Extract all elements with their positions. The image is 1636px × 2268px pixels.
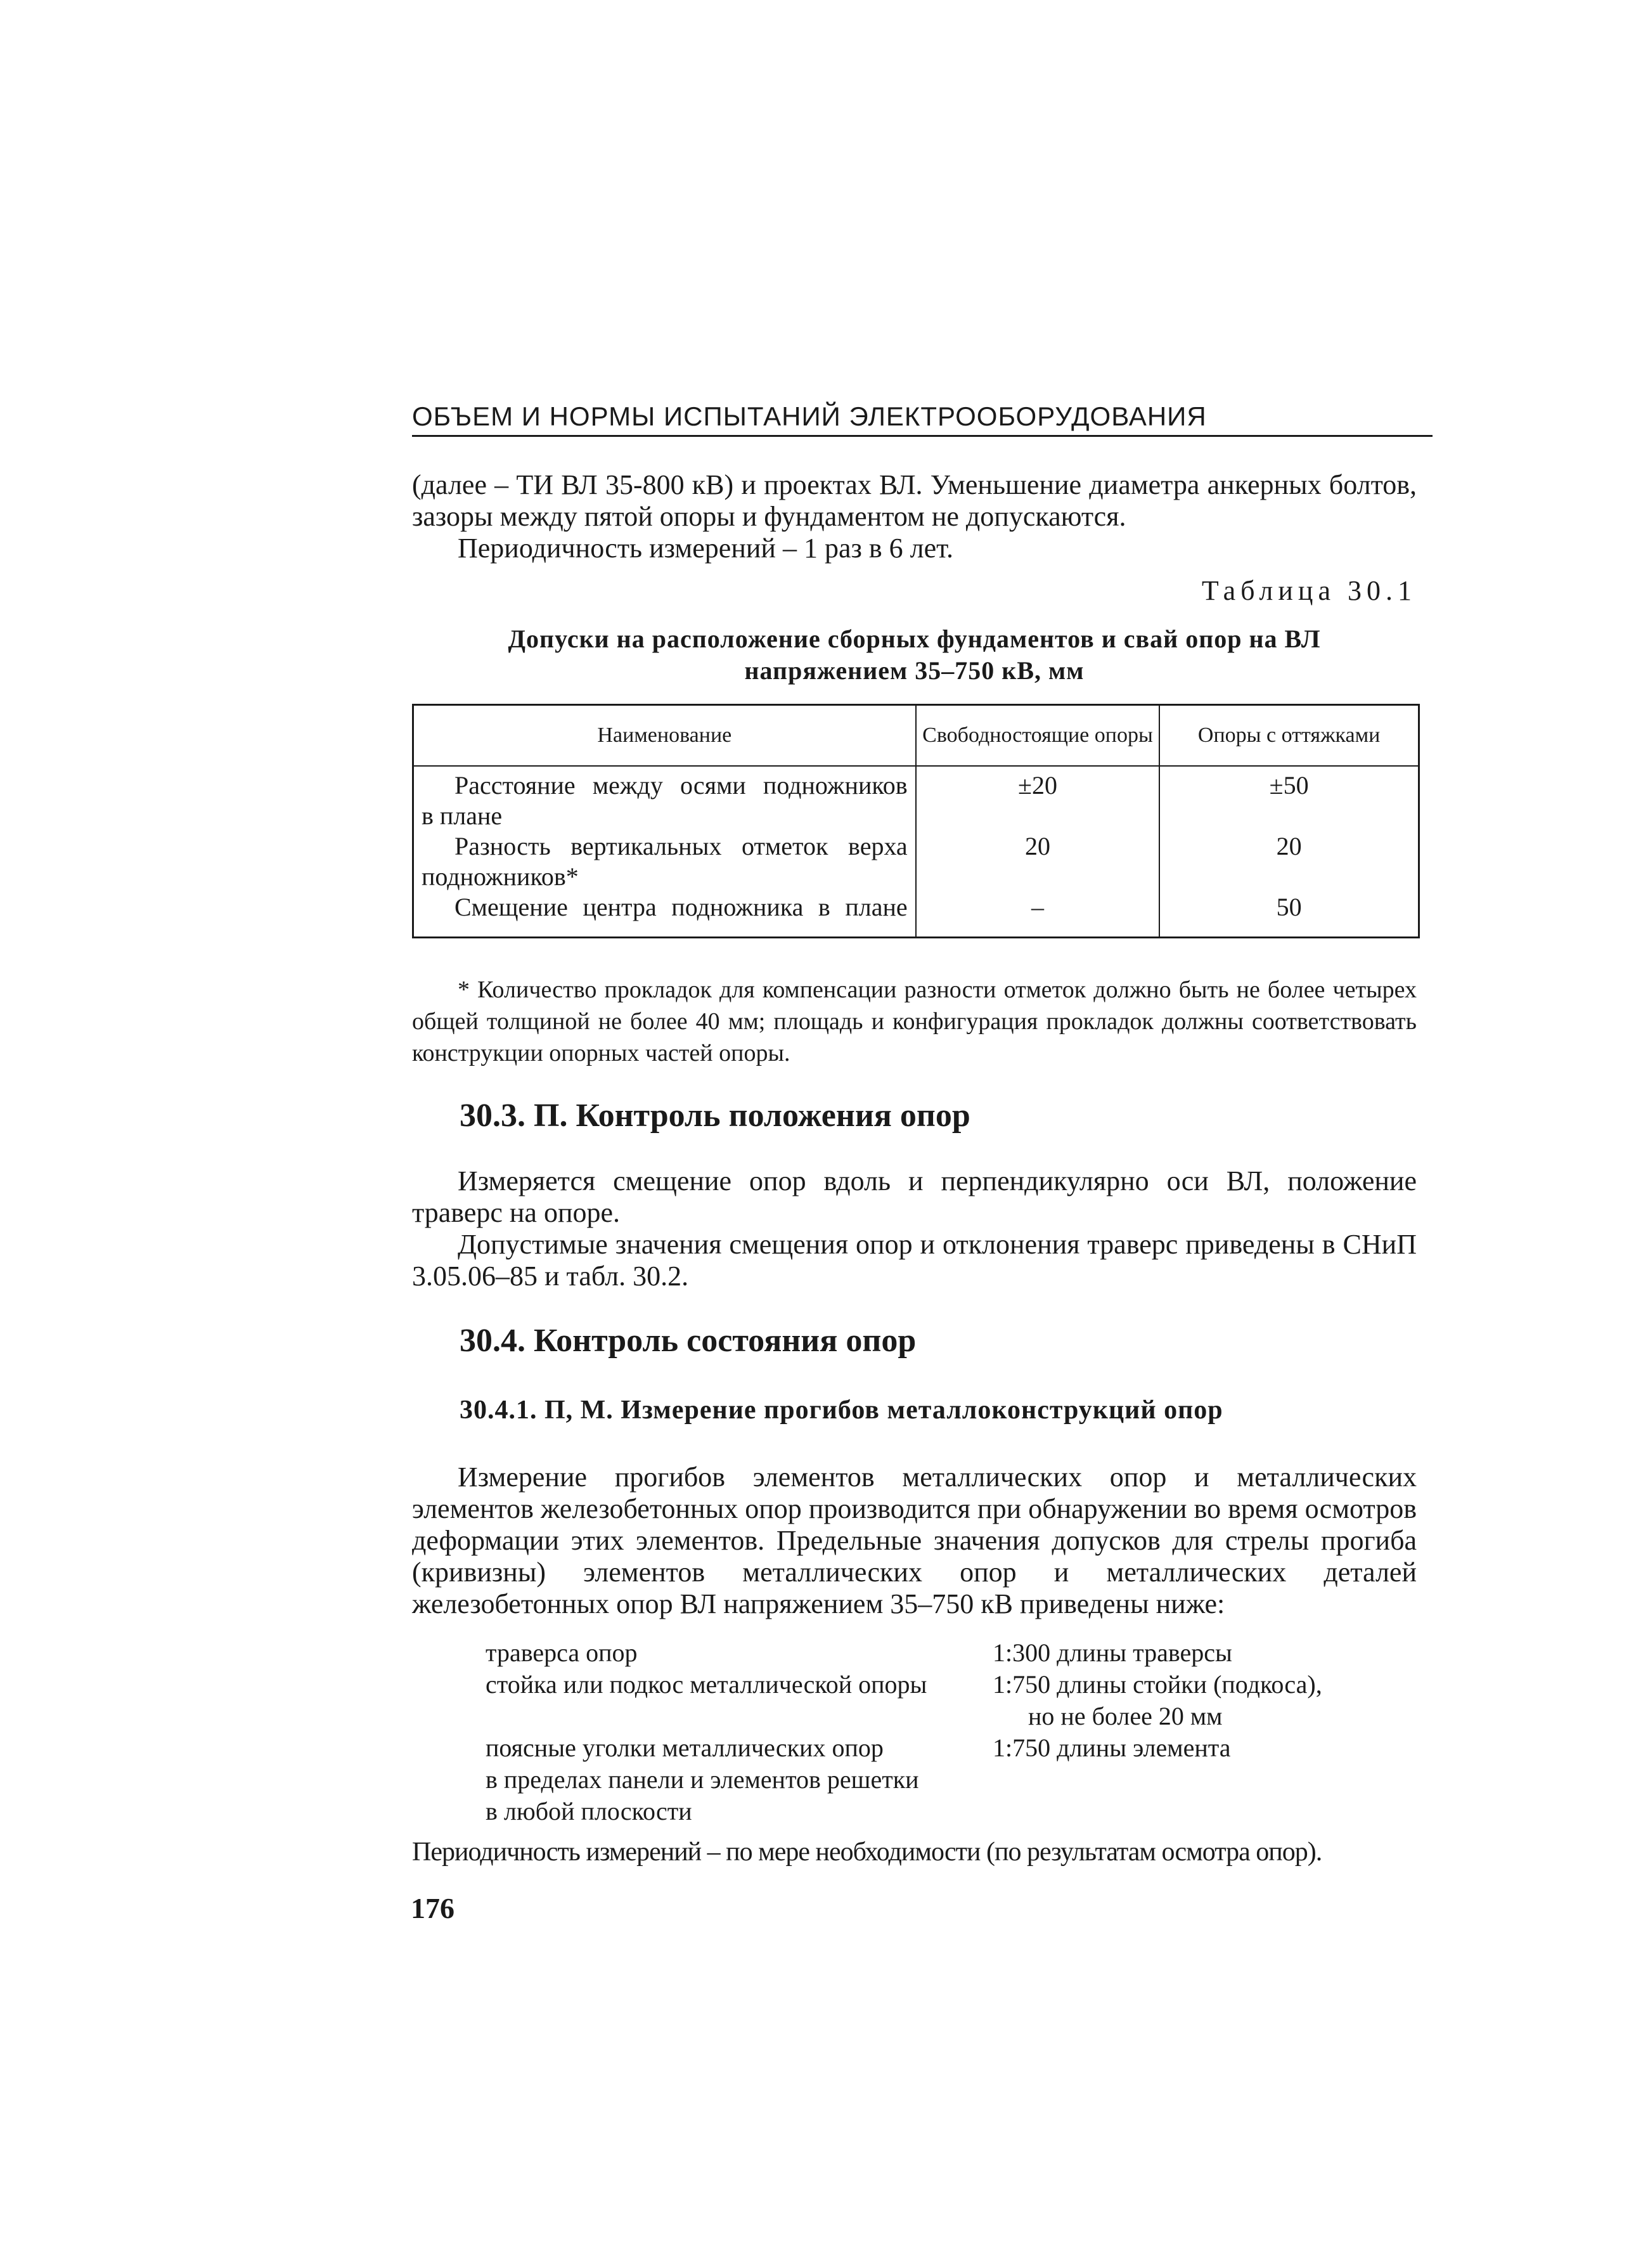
list-item-element: поясные уголки металлических опор: [486, 1733, 884, 1762]
row-name-first: Расстояние между осями подножников: [454, 771, 908, 800]
table-title: [412, 623, 1417, 687]
list-item: [486, 1764, 1436, 1796]
list-item-value: 1:750 длины стойки (подкоса),: [993, 1670, 1322, 1699]
section-30-3-paragraph-1: Измеряется смещение опор вдоль и перпендикулярно оси ВЛ, положение траверс на опоре.: [412, 1165, 1417, 1228]
subsection-heading-30-4-1: 30.4.1. П, М. Измерение прогибов металлоконструкций опор: [460, 1396, 1223, 1425]
tolerance-list: [486, 1637, 1436, 1827]
header-name: Наименование: [413, 705, 916, 767]
footnote-text: * Количество прокладок для компенсации разности отметок должно быть не более четырех общей толщиной не более 40 мм; площадь и конфигурация прокладок должны соответствовать конструкции опорных частей опоры.: [412, 976, 1417, 1066]
row-name-rest: подножников*: [422, 862, 579, 891]
section-heading-30-4: 30.4. Контроль состояния опор: [460, 1323, 917, 1359]
header-guyed: Опоры с оттяжками: [1159, 705, 1419, 767]
row-free-value: 20: [916, 831, 1160, 892]
table-footnote: [412, 974, 1417, 1069]
section-30-3-body: [412, 1165, 1417, 1292]
table-title-text: Допуски на расположение сборных фундаментов и свай опор на ВЛ напряжением 35–750 кВ, мм: [508, 625, 1321, 685]
list-item: [486, 1732, 1436, 1764]
row-name-first: Смещение центра подножника в плане: [454, 893, 908, 921]
list-item: [486, 1701, 1436, 1732]
row-guyed-value: 50: [1159, 892, 1419, 938]
periodicity-text: Периодичность измерений – по мере необходимости (по результатам осмотра опор).: [412, 1837, 1322, 1867]
row-name: [413, 766, 916, 831]
list-item-element: в пределах панели и элементов решетки: [486, 1765, 919, 1794]
intro-periodicity: Периодичность измерений – 1 раз в 6 лет.: [458, 533, 954, 564]
list-item: [486, 1796, 1436, 1827]
section-30-3-paragraph-2: Допустимые значения смещения опор и отклонения траверс приведены в СНиП 3.05.06–85 и табл. 30.2.: [412, 1229, 1417, 1292]
row-free-value: –: [916, 892, 1160, 938]
table-label: Таблица 30.1: [1201, 575, 1417, 606]
table-row: [413, 831, 1419, 892]
list-item-element: стойка или подкос металлической опоры: [486, 1670, 927, 1699]
list-item-element: в любой плоскости: [486, 1797, 692, 1825]
page-number: 176: [411, 1892, 454, 1924]
section-30-4-body: [412, 1461, 1417, 1620]
tolerance-table: [412, 704, 1420, 938]
header-free-standing: Свободностоящие опоры: [916, 705, 1160, 767]
section-30-4-paragraph-1: Измерение прогибов элементов металлических опор и металлических элементов железобетонных опор производится при обнаружении во время осмотров деформации этих элементов. Предельные значения допусков для стрелы прогиба (кривизны) элементов металлических опор и металлических деталей железобетонных опор ВЛ напряжением 35–750 кВ приведены ниже:: [412, 1461, 1417, 1619]
row-name-rest: в плане: [422, 801, 503, 830]
row-free-value: ±20: [916, 766, 1160, 831]
list-item-element: [486, 1701, 952, 1732]
row-guyed-value: 20: [1159, 831, 1419, 892]
list-item-value: 1:750 длины элемента: [993, 1733, 1231, 1762]
table-header-row: [413, 705, 1419, 767]
section-30-4-periodicity: [412, 1836, 1417, 1868]
list-item-value: но не более 20 мм: [1028, 1702, 1223, 1730]
intro-text: (далее – ТИ ВЛ 35-800 кВ) и проектах ВЛ. Уменьшение диаметра анкерных болтов, зазоры между пятой опоры и фундаментом не допускаются.: [412, 469, 1417, 532]
list-item: [486, 1669, 1436, 1701]
row-name: [413, 892, 916, 938]
intro-paragraph: [412, 469, 1417, 564]
list-item-value: [993, 1764, 1436, 1796]
list-item-value: [993, 1796, 1436, 1827]
row-guyed-value: ±50: [1159, 766, 1419, 831]
running-header: ОБЪЕМ И НОРМЫ ИСПЫТАНИЙ ЭЛЕКТРООБОРУДОВАНИЯ: [412, 401, 1433, 437]
row-name-first: Разность вертикальных отметок верха: [454, 832, 908, 860]
table-row: [413, 766, 1419, 831]
section-heading-30-3: 30.3. П. Контроль положения опор: [460, 1098, 970, 1134]
list-item: [486, 1637, 1436, 1669]
list-item-value: 1:300 длины траверсы: [993, 1638, 1232, 1667]
table-row: [413, 892, 1419, 938]
row-name: [413, 831, 916, 892]
list-item-element: траверса опор: [486, 1638, 638, 1667]
